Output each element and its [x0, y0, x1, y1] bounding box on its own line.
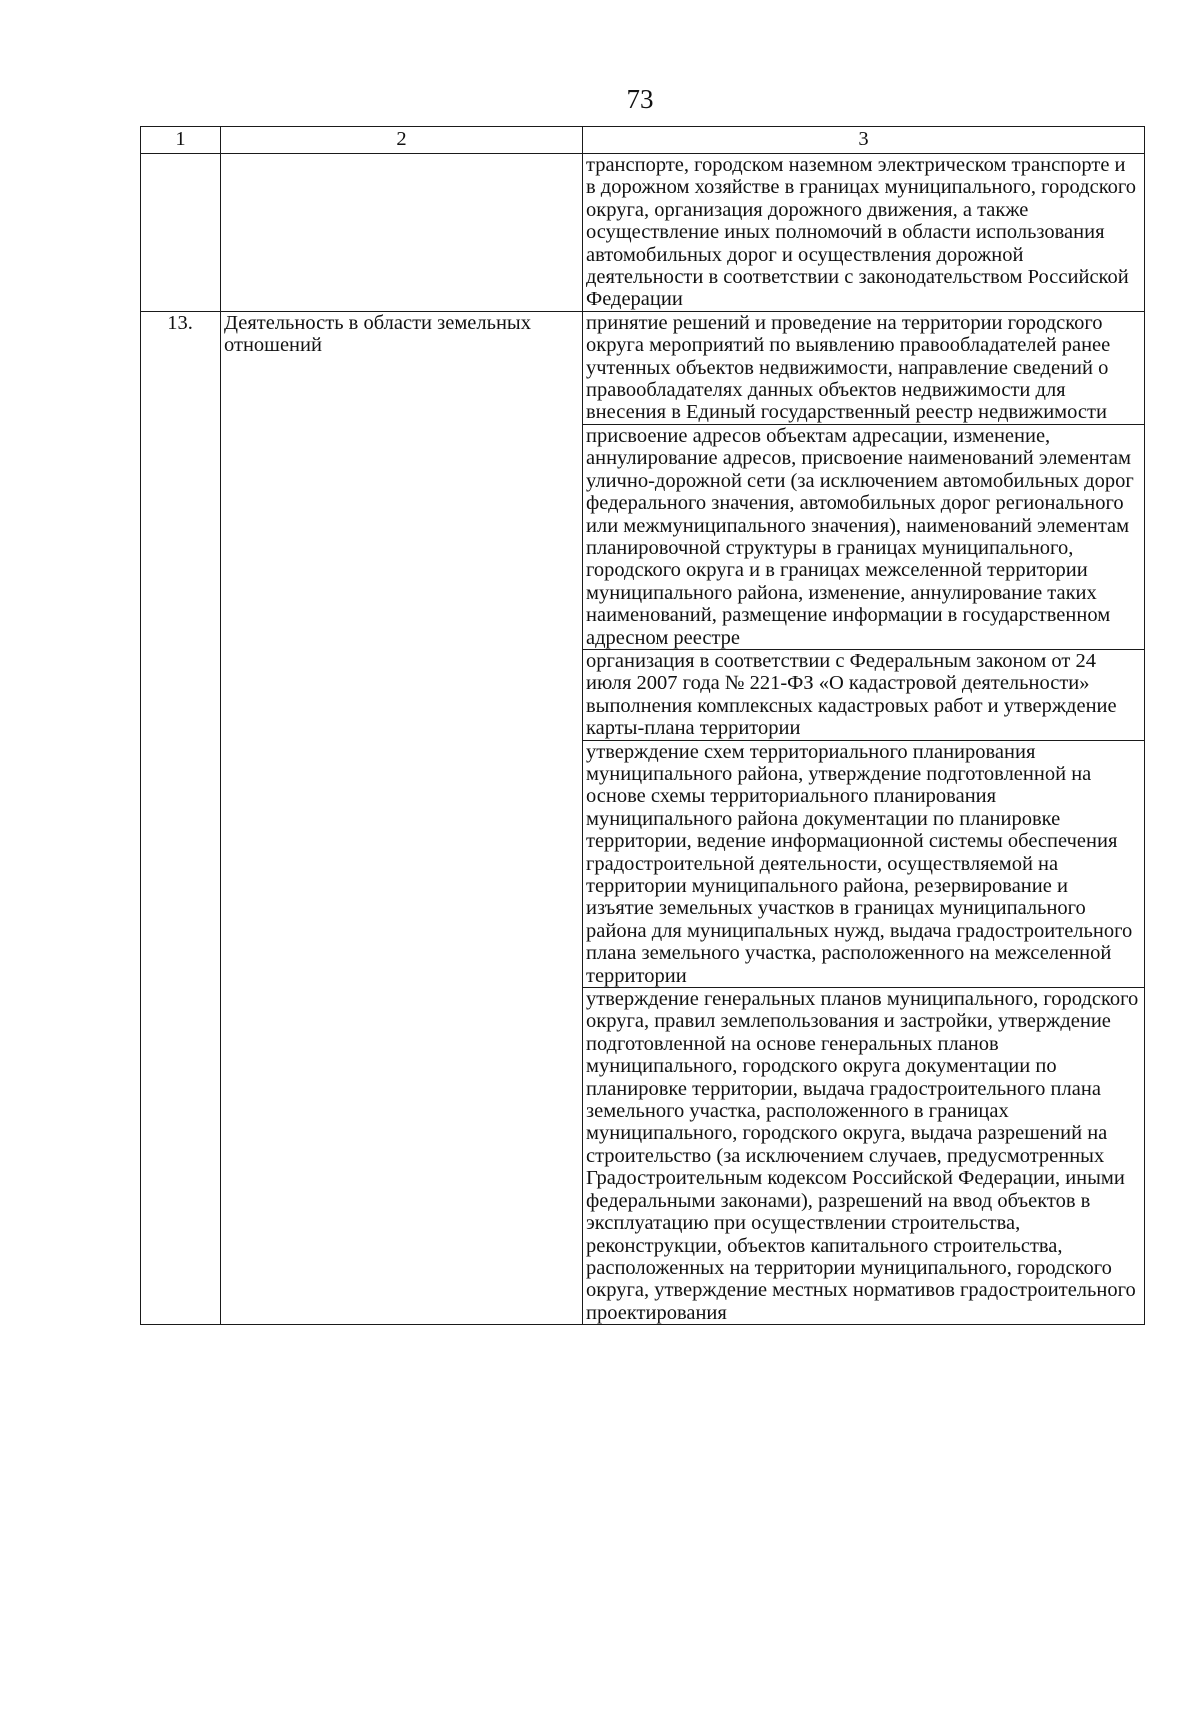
table-header-row [141, 127, 1145, 154]
powers-cell [583, 740, 1145, 987]
header-cell-col-1: 1 [141, 127, 221, 154]
activity-name-cell [221, 154, 583, 312]
table-row [141, 311, 1145, 424]
competence-table [140, 126, 1145, 1325]
powers-text: транспорте, городском наземном электрическом транспорте и в дорожном хозяйстве в границах муниципального, городского округа, организация дорожного движения, а также осуществление иных полномочий в области использования автомобильных дорог и осуществления дорожной деятельности в соответствии с законодательством Российской Федерации [586, 154, 1137, 311]
powers-text: утверждение генеральных планов муниципального, городского округа, правил землепользования и застройки, утверждение подготовленной на основе генеральных планов муниципального, городского округа документации по планировке территории, выдача градостроительного плана земельного участка, расположенного в границах муниципального, городского округа, выдача разрешений на строительство (за исключением случаев, предусмотренных Градостроительным кодексом Российской Федерации, иными федеральными законами), разрешений на ввод объектов в эксплуатацию при осуществлении строительства, реконструкции, объектов капитального строительства, расположенных на территории муниципального, городского округа, утверждение местных нормативов градостроительного проектирования [586, 988, 1139, 1324]
powers-text: принятие решений и проведение на территории городского округа мероприятий по выявлению правообладателей ранее учтенных объектов недвижимости, направление сведений о правообладателях данных объектов недвижимости для внесения в Единый государственный реестр недвижимости [586, 311, 1111, 424]
row-number-cell [141, 154, 221, 312]
powers-cell [583, 649, 1145, 740]
header-cell-col-3: 3 [583, 127, 1145, 154]
powers-cell [583, 311, 1145, 424]
powers-cell [583, 988, 1145, 1325]
activity-name-cell [221, 311, 583, 1324]
activity-name-text: Деятельность в области земельных отношений [224, 311, 531, 357]
powers-cell [583, 424, 1145, 649]
row-number-cell: 13. [141, 311, 221, 1324]
powers-text: присвоение адресов объектам адресации, изменение, аннулирование адресов, присвоение наименований элементам улично-дорожной сети (за исключением автомобильных дорог федерального значения, автомобильных дорог регионального или межмуниципального значения), наименований элементам планировочной структуры в границах муниципального, городского округа и в границах межселенной территории муниципального района, изменение, аннулирование таких наименований, размещение информации в государственном адресном реестре [586, 424, 1134, 649]
page-number: 73 [626, 84, 654, 114]
header-cell-col-2: 2 [221, 127, 583, 154]
powers-text: утверждение схем территориального планирования муниципального района, утверждение подготовленной на основе схемы территориального планирования муниципального района документации по планировке территории, ведение информационной системы обеспечения градостроительной деятельности, осуществляемой на территории муниципального района, резервирование и изъятие земельных участков в границах муниципального района для муниципальных нужд, выдача градостроительного плана земельного участка, расположенного на межселенной территории [586, 740, 1133, 987]
powers-cell [583, 154, 1145, 312]
table-row [141, 154, 1145, 312]
powers-text: организация в соответствии с Федеральным законом от 24 июля 2007 года № 221-ФЗ «О кадастровой деятельности» выполнения комплексных кадастровых работ и утверждение карты-плана территории [586, 649, 1117, 740]
